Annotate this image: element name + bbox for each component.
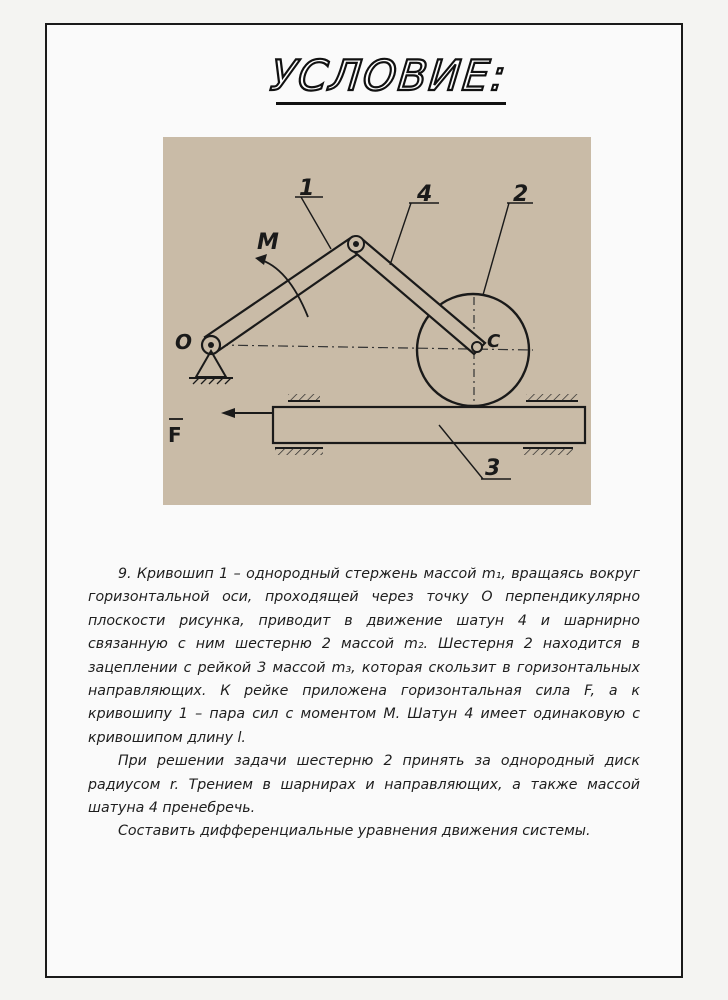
leader-2	[483, 203, 509, 295]
center-line	[218, 345, 533, 350]
label-gear-2: 2	[513, 182, 529, 207]
title-block	[264, 46, 514, 106]
hinge-c	[472, 342, 482, 352]
label-rack-3: 3	[485, 456, 501, 481]
label-center-c: C	[487, 331, 501, 352]
crank-1	[205, 237, 362, 353]
page-title: УСЛОВИЕ:	[268, 51, 510, 100]
label-pivot-o: O	[175, 330, 193, 354]
mechanism-figure	[163, 137, 591, 505]
problem-paragraph-2: При решении задачи шестерню 2 принять за однородный диск радиусом r. Трением в шарнирах и направляющих, а также массой шатуна 4 пренебречь.	[88, 753, 640, 817]
problem-paragraph-1: 9. Кривошип 1 – однородный стержень массой m₁, вращаясь вокруг горизонтальной оси, проходящей через точку О перпендикулярно плоскости рисунка, приводит в движение шатун 4 и шарнирно связанную с ним шестерню 2 массой m₂. Шестерня 2 находится в зацеплении с рейкой 3 массой m₃, которая скользит в горизонтальных направляющих. К рейке приложена горизонтальная сила F, а к кривошипу 1 – пара сил с моментом М. Шатун 4 имеет одинаковую с кривошипом длину l.	[88, 566, 640, 746]
leader-1	[301, 197, 331, 249]
rack-3	[273, 407, 585, 443]
upper-guides	[288, 394, 578, 401]
label-force-f: F	[168, 423, 182, 447]
title-underline	[276, 102, 506, 105]
lower-guides	[275, 448, 573, 455]
force-arrow	[221, 408, 273, 418]
problem-paragraph-3: Составить дифференциальные уравнения движения системы.	[118, 823, 591, 840]
leader-4	[390, 203, 411, 265]
mechanism-diagram	[163, 137, 591, 505]
label-moment-m: M	[257, 230, 279, 255]
label-rod-4: 4	[417, 182, 433, 207]
label-crank-1: 1	[299, 176, 315, 201]
problem-statement	[88, 563, 640, 844]
